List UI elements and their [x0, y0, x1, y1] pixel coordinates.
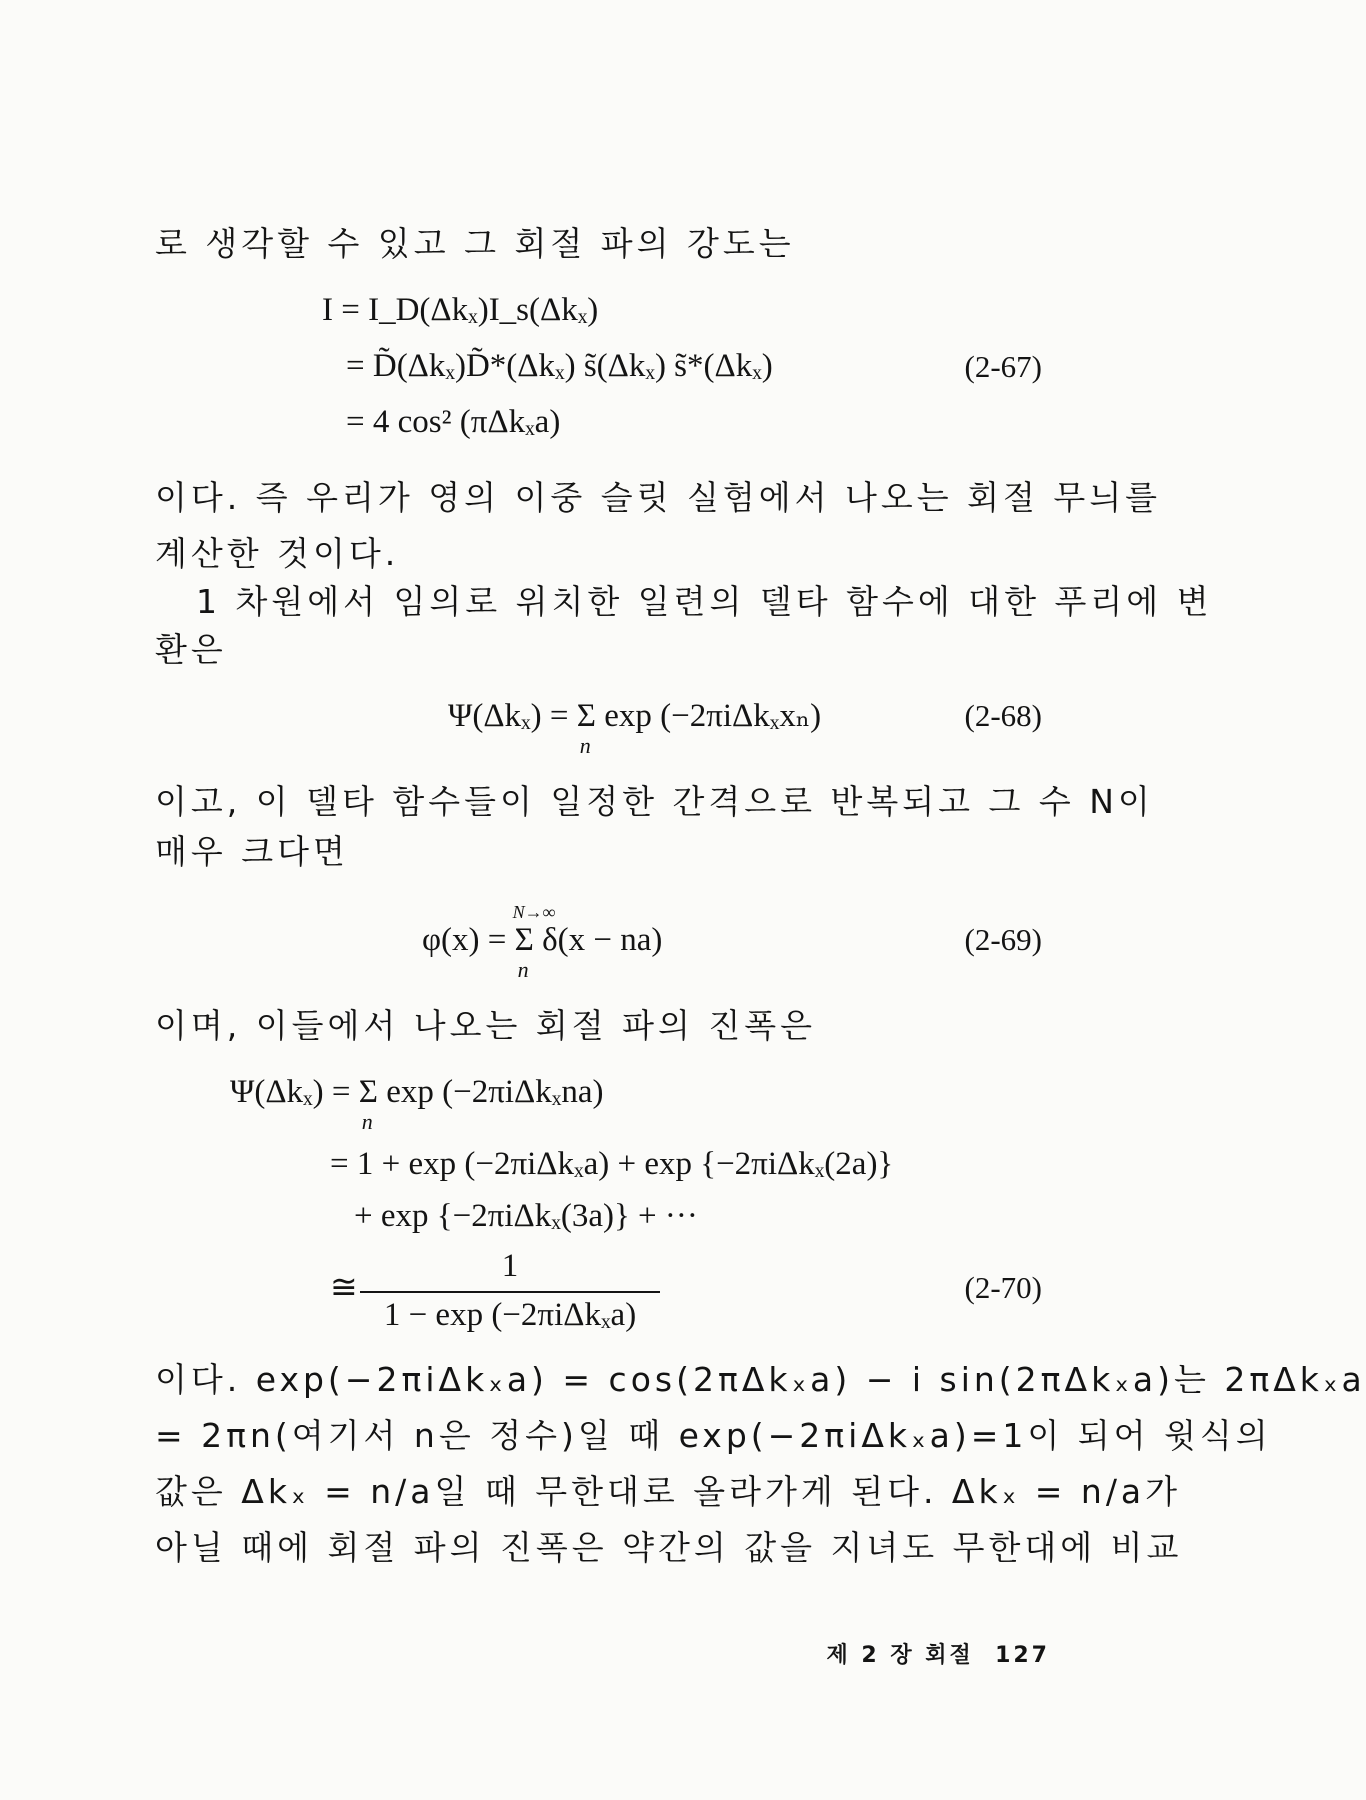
chapter-label: 제 2 장 회절 [826, 1643, 974, 1668]
summation-superscript: N→∞ [512, 902, 556, 922]
equation-2-68-rhs: exp (−2πiΔkₓxₙ) [604, 698, 822, 734]
page-footer [826, 1638, 1050, 1669]
fraction-denominator: 1 − exp (−2πiΔkₓa) [383, 1297, 637, 1333]
equation-number-2-70: (2-70) [964, 1270, 1042, 1305]
equation-2-69-rhs: δ(x − na) [542, 922, 663, 958]
equation-number-2-69: (2-69) [964, 922, 1042, 957]
fraction-bar [360, 1291, 660, 1293]
equation-2-68 [448, 696, 822, 758]
summation-subscript: n [517, 957, 529, 982]
equation-2-70-line-3: + exp {−2πiΔkₓ(3a)} + ··· [354, 1198, 698, 1234]
equation-2-68-lhs: Ψ(Δkₓ) = [448, 698, 569, 734]
paragraph-line: 아닐 때에 회절 파의 진폭은 약간의 값을 지녀도 무한대에 비교 [155, 1528, 1183, 1567]
paragraph-line: 이다. 즉 우리가 영의 이중 슬릿 실험에서 나오는 회절 무늬를 [155, 478, 1161, 517]
summation-symbol: N→∞ Σ n [515, 920, 534, 960]
equation-2-67-line-1: I = I_D(Δkₓ)I_s(Δkₓ) [322, 292, 599, 328]
paragraph-line: 이다. exp(−2πiΔkₓa) = cos(2πΔkₓa) − i sin(2πΔkₓa)는 2πΔkₓa [155, 1360, 1366, 1399]
paragraph-line: 이고, 이 델타 함수들이 일정한 간격으로 반복되고 그 수 N이 [155, 782, 1154, 821]
summation-symbol: Σ n [577, 696, 596, 736]
paragraph-line: 이며, 이들에서 나오는 회절 파의 진폭은 [155, 1006, 816, 1045]
equation-2-69 [422, 902, 663, 982]
summation-subscript: n [361, 1109, 373, 1134]
equation-2-67-line-3: = 4 cos² (πΔkₓa) [346, 404, 561, 440]
paragraph-line: 값은 Δkₓ = n/a일 때 무한대로 올라가게 된다. Δkₓ = n/a가 [155, 1472, 1182, 1511]
equation-2-70-line-2: = 1 + exp (−2πiΔkₓa) + exp {−2πiΔkₓ(2a)} [330, 1146, 894, 1182]
page-number: 127 [995, 1643, 1050, 1668]
equation-2-70-rhs: exp (−2πiΔkₓna) [386, 1074, 604, 1110]
paragraph-line: 계산한 것이다. [155, 534, 400, 573]
equation-2-70-line-1 [230, 1072, 604, 1134]
approx-symbol: ≅ [330, 1270, 358, 1306]
equation-2-67-line-2: = D̃(Δkₓ)D̃*(Δkₓ) s̃(Δkₓ) s̃*(Δkₓ) [346, 348, 773, 384]
paragraph-line: 로 생각할 수 있고 그 회절 파의 강도는 [155, 224, 795, 263]
summation-symbol: Σ n [359, 1072, 378, 1112]
equation-2-69-lhs: φ(x) = [422, 922, 507, 958]
fraction-numerator: 1 [501, 1248, 519, 1284]
equation-number-2-68: (2-68) [964, 698, 1042, 733]
paragraph-line: 1 차원에서 임의로 위치한 일련의 델타 함수에 대한 푸리에 변 [196, 582, 1213, 621]
paragraph-line: 매우 크다면 [155, 832, 349, 871]
equation-number-2-67: (2-67) [964, 349, 1042, 384]
equation-2-70-fraction [360, 1248, 660, 1334]
paragraph-line: = 2πn(여기서 n은 정수)일 때 exp(−2πiΔkₓa)=1이 되어 윗식의 [155, 1416, 1272, 1455]
paragraph-line: 환은 [155, 630, 227, 669]
equation-2-70-lhs: Ψ(Δkₓ) = [230, 1074, 351, 1110]
summation-subscript: n [579, 733, 591, 758]
